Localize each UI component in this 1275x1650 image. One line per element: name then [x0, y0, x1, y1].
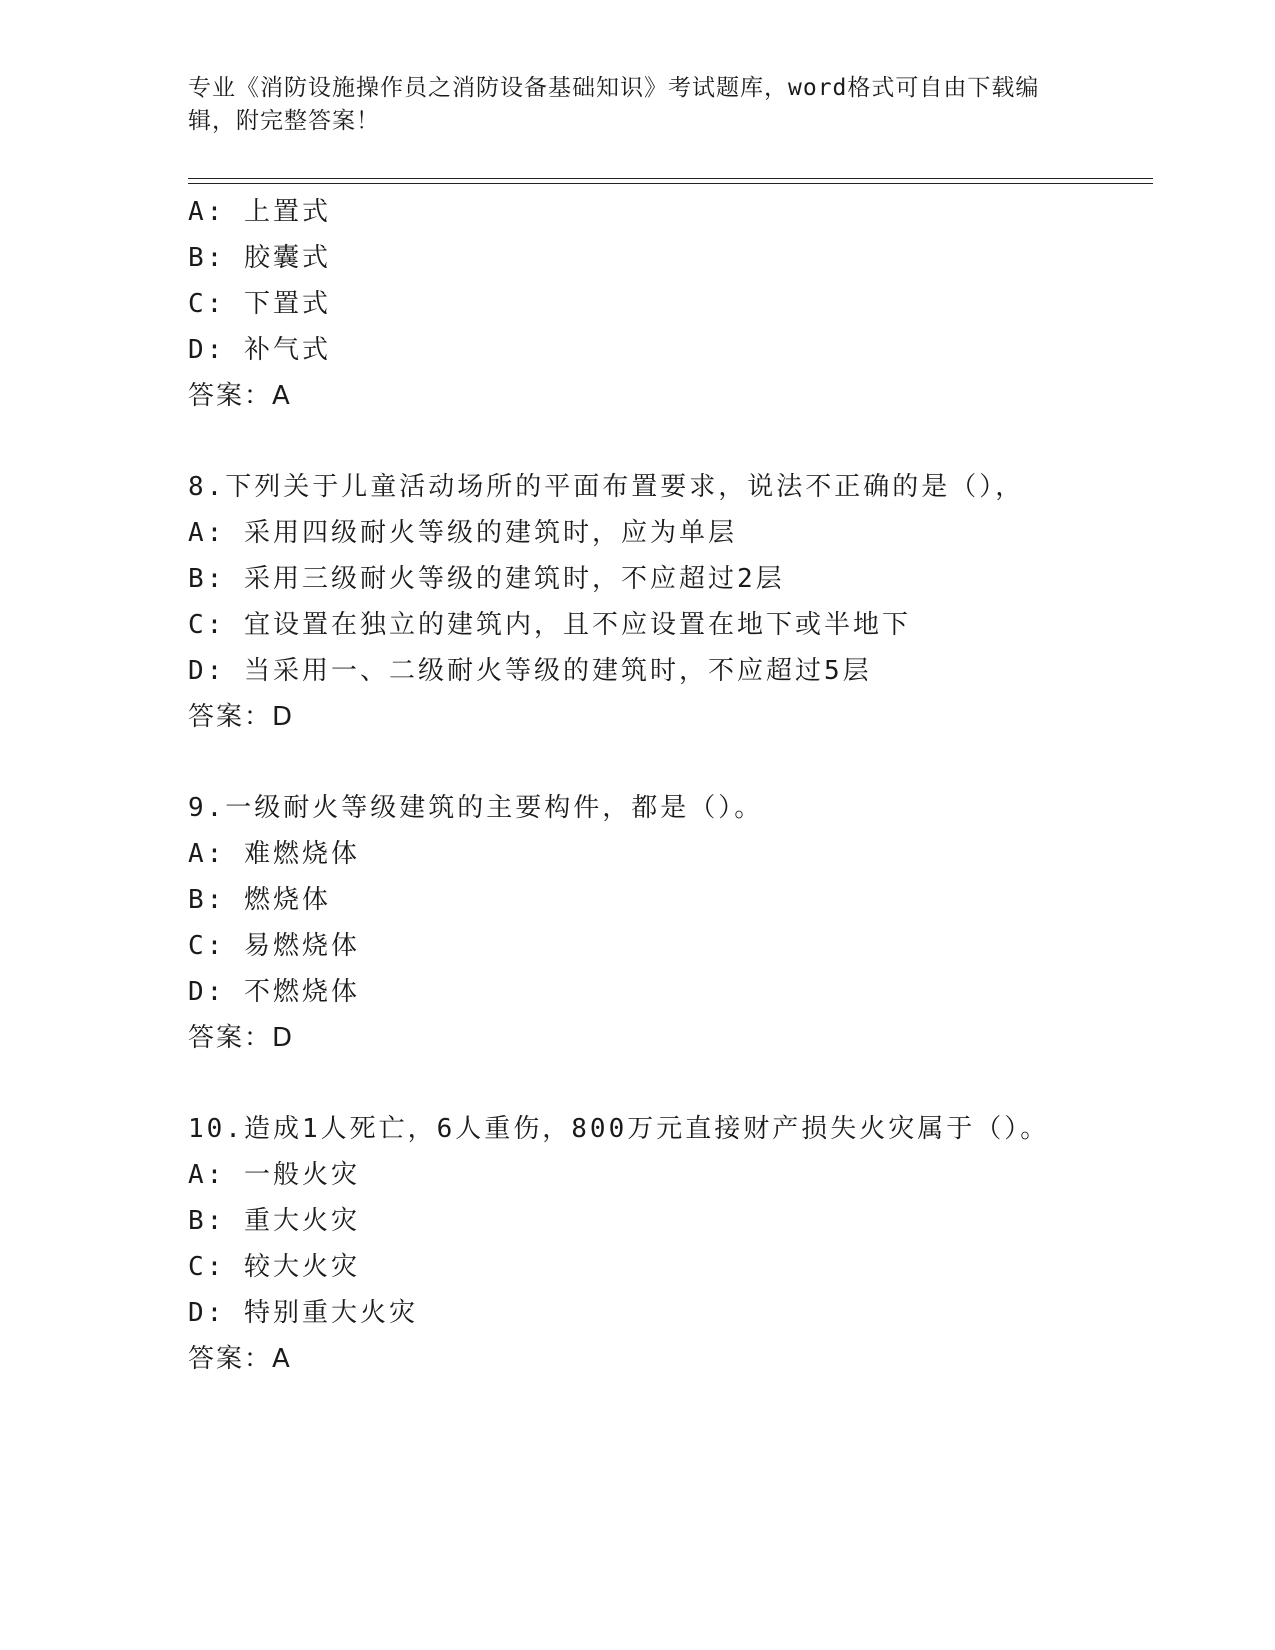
question-text: 8.下列关于儿童活动场所的平面布置要求，说法不正确的是（）， — [188, 472, 1025, 502]
question-list — [188, 189, 1148, 1382]
option-a: A: 难燃烧体 — [188, 839, 360, 869]
answer: 答案：D — [188, 702, 295, 732]
question-text: 9.一级耐火等级建筑的主要构件，都是（）。 — [188, 793, 764, 823]
header-divider-top — [188, 178, 1153, 179]
question-10 — [188, 1106, 1148, 1382]
option-d: D: 不燃烧体 — [188, 977, 360, 1007]
answer: 答案：D — [188, 1023, 295, 1053]
question-9 — [188, 785, 1148, 1061]
option-a: A: 一般火灾 — [188, 1160, 360, 1190]
option-c: C: 较大火灾 — [188, 1252, 360, 1282]
option-b: B: 重大火灾 — [188, 1206, 360, 1236]
option-d: D: 特别重大火灾 — [188, 1298, 418, 1328]
option-c: C: 宜设置在独立的建筑内，且不应设置在地下或半地下 — [188, 610, 911, 640]
answer: 答案：A — [188, 381, 292, 411]
option-a: A: 上置式 — [188, 197, 331, 227]
document-header — [188, 72, 1088, 138]
answer: 答案：A — [188, 1344, 292, 1374]
header-line-1: 专业《消防设施操作员之消防设备基础知识》考试题库，word格式可自由下载编 — [188, 75, 1040, 101]
option-b: B: 胶囊式 — [188, 243, 331, 273]
option-a: A: 采用四级耐火等级的建筑时，应为单层 — [188, 518, 737, 548]
question-8 — [188, 464, 1148, 740]
option-d: D: 补气式 — [188, 335, 331, 365]
option-b: B: 燃烧体 — [188, 885, 331, 915]
option-c: C: 易燃烧体 — [188, 931, 360, 961]
question-7-tail — [188, 189, 1148, 419]
option-b: B: 采用三级耐火等级的建筑时，不应超过2层 — [188, 564, 785, 594]
question-text: 10.造成1人死亡，6人重伤，800万元直接财产损失火灾属于（）。 — [188, 1114, 1050, 1144]
option-d: D: 当采用一、二级耐火等级的建筑时，不应超过5层 — [188, 656, 872, 686]
header-divider-bottom — [188, 183, 1153, 184]
header-line-2: 辑，附完整答案！ — [188, 108, 380, 134]
option-c: C: 下置式 — [188, 289, 331, 319]
